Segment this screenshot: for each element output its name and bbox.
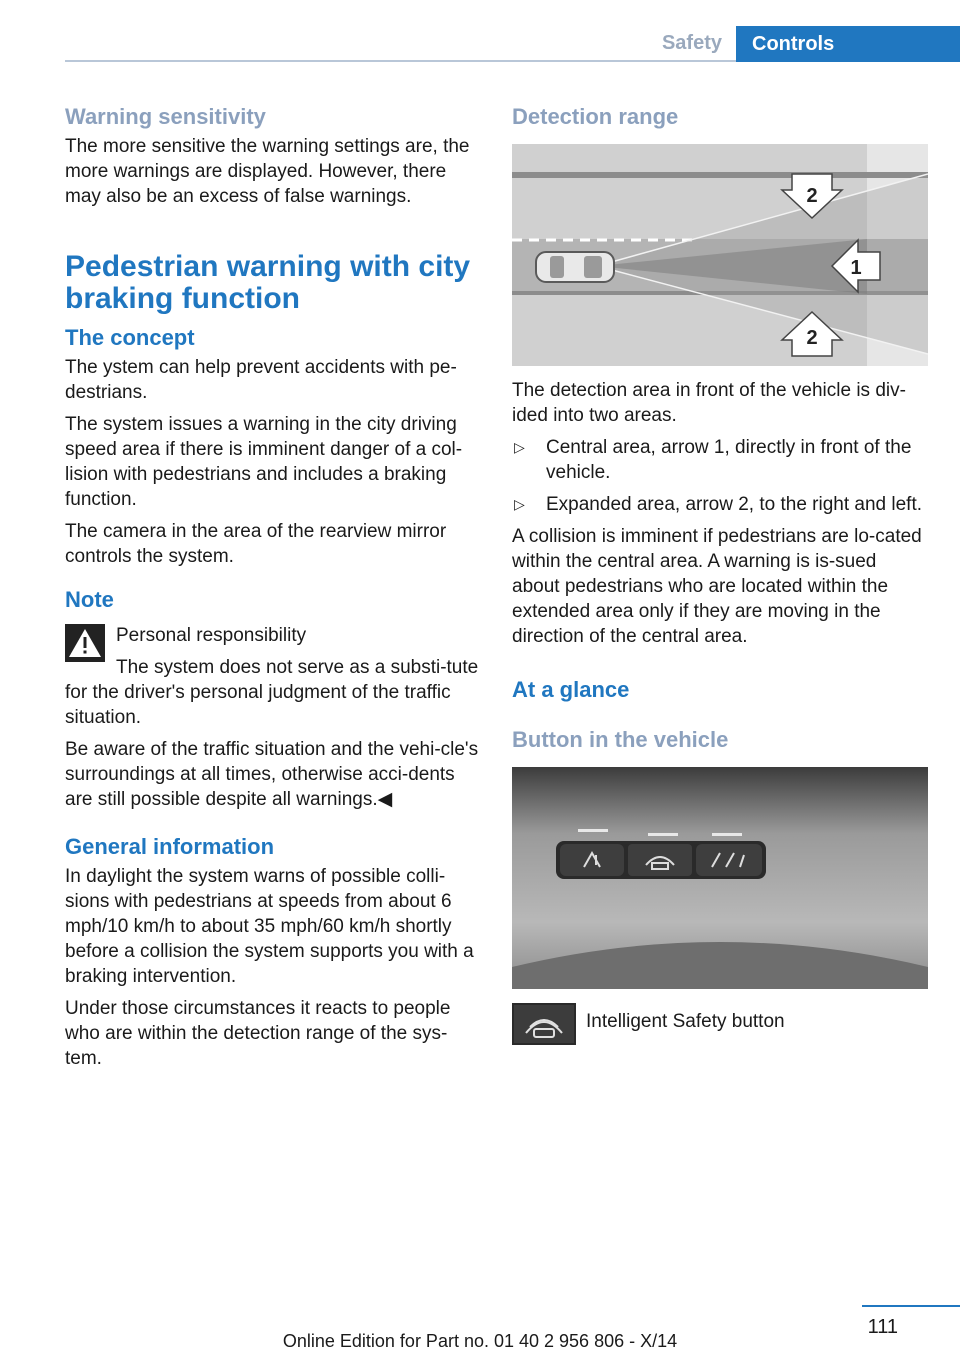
detection-range-figure: [512, 144, 928, 366]
bullet-item: [512, 435, 928, 485]
warning-sensitivity-heading: Warning sensitivity: [65, 104, 266, 129]
bullet-triangle-icon: ▷: [514, 439, 525, 455]
detection-p1: The detection area in front of the vehicle is div‐ided into two areas.: [512, 380, 906, 426]
bullet-item: [512, 492, 928, 517]
main-heading: Pedestrian warning with city braking function: [65, 250, 471, 315]
concept-heading: The concept: [65, 325, 195, 350]
button-photo: [512, 767, 928, 989]
note-block: [65, 623, 479, 648]
tab-safety[interactable]: Safety: [661, 32, 722, 54]
concept-p3: The camera in the area of the rearview mirror controls the system.: [65, 521, 447, 567]
footer-edition: Online Edition for Part no. 01 40 2 956 806 - X/14: [282, 1331, 678, 1351]
detection-p2: A collision is imminent if pedestrians are lo‐cated within the central area. A warning is is‐sued about pedestrians who are located within the extended area only if they are moving in the direction of the central area.: [512, 526, 922, 647]
note-p2: Be aware of the traffic situation and the vehi‐cle's surroundings at all times, otherwise acci‐dents are still possible despite all warnings.◀: [65, 739, 479, 810]
tab-controls[interactable]: Controls: [736, 26, 960, 62]
general-p1: In daylight the system warns of possible colli‐sions with pedestrians at speeds from about 6 mph/10 km/h to about 35 mph/60 km/h shortly before a collision the system supports you with a braking intervention.: [65, 866, 474, 987]
button-label: Intelligent Safety button: [586, 1011, 785, 1032]
general-heading: General information: [65, 834, 275, 859]
general-p2: Under those circumstances it reacts to people who are within the detection range of the sys‐tem.: [65, 998, 451, 1069]
intelligent-safety-button-icon: [512, 1003, 576, 1045]
bullet-triangle-icon: ▷: [514, 496, 525, 512]
concept-p1: The ystem can help prevent accidents with pe‐destrians.: [65, 357, 457, 403]
page-number: 111: [867, 1316, 898, 1338]
concept-p2: The system issues a warning in the city driving speed area if there is imminent danger of a col‐lision with pedestrians and includes a braking function.: [65, 414, 463, 510]
note-p1: The system does not serve as a substi‐tute for the driver's personal judgment of the traffic situation.: [65, 657, 479, 728]
figure-label-2-bottom: 2: [806, 327, 818, 349]
right-column: [512, 100, 928, 1053]
bullet-text: Central area, arrow 1, directly in front of the vehicle.: [546, 437, 912, 483]
bullet-text: Expanded area, arrow 2, to the right and left.: [546, 494, 923, 515]
warning-icon: [65, 624, 105, 662]
button-heading: Button in the vehicle: [512, 727, 729, 752]
figure-label-2-top: 2: [806, 185, 818, 207]
figure-label-1: 1: [850, 257, 862, 279]
note-heading: Note: [65, 587, 114, 612]
note-title: Personal responsibility: [116, 625, 307, 646]
button-legend: [512, 1009, 928, 1053]
warning-sensitivity-text: The more sensitive the warning settings are, the more warnings are displayed. However, there may also be an excess of false warnings.: [65, 136, 470, 207]
left-column: [65, 100, 479, 1078]
glance-heading: At a glance: [512, 677, 630, 702]
detection-heading: Detection range: [512, 104, 679, 129]
footer-rule: [862, 1305, 960, 1307]
